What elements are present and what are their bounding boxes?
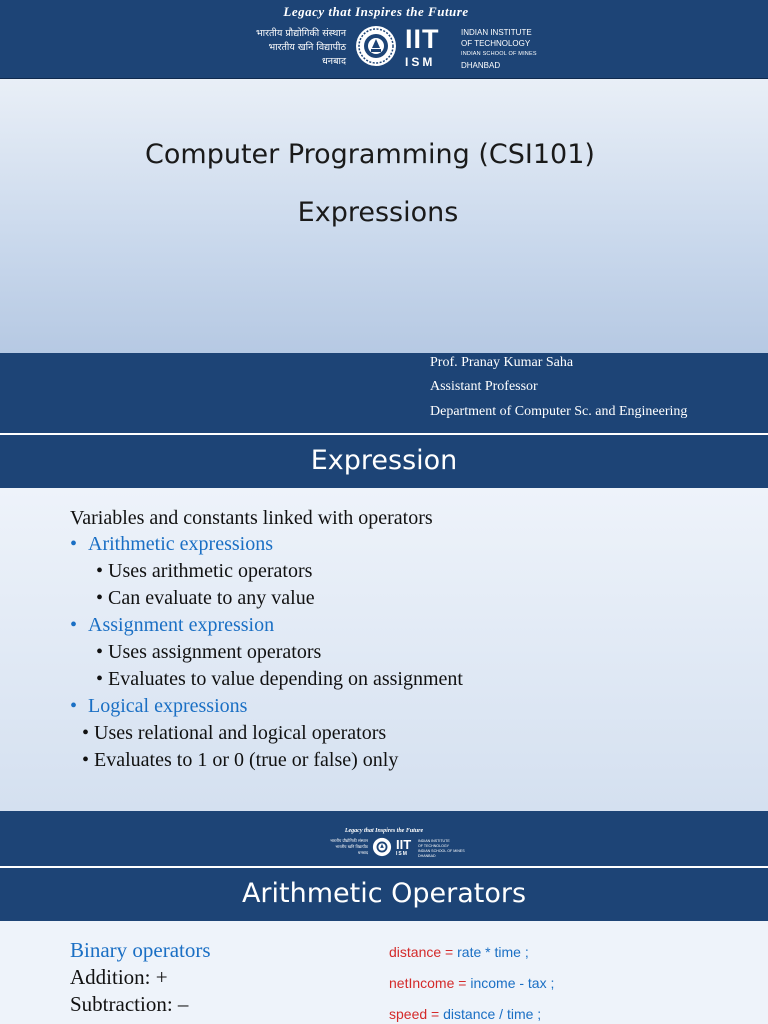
code-variable: distance <box>389 944 442 960</box>
slide-body <box>0 921 768 1024</box>
institute-tagline: Legacy that Inspires the Future <box>283 4 469 19</box>
code-expression: rate * time ; <box>457 944 529 960</box>
ism-logo-text: ISM <box>396 851 408 857</box>
institute-seal-icon <box>372 837 392 857</box>
institute-hindi-name <box>226 27 346 69</box>
sub-bullet-label: Uses assignment operators <box>108 641 322 663</box>
bullet-marker: • <box>70 614 78 636</box>
institute-english-name <box>418 839 465 859</box>
hindi-line: भारतीय खनि विद्यापीठ <box>335 844 368 849</box>
institute-line: INDIAN SCHOOL OF MINES <box>461 51 537 57</box>
sub-bullet-label: Evaluates to 1 or 0 (true or false) only <box>94 749 399 771</box>
author-department: Department of Computer Sc. and Engineering <box>430 404 688 419</box>
slide-body <box>0 488 768 811</box>
institute-seal-icon <box>354 24 398 68</box>
iit-logo-text: IIT <box>405 24 440 54</box>
lead-text: Variables and constants linked with operators <box>70 507 433 529</box>
bullet-assignment <box>70 614 274 637</box>
code-variable: netIncome <box>389 975 455 991</box>
sub-bullet-label: Evaluates to value depending on assignment <box>108 668 463 690</box>
institute-tagline: Legacy that Inspires the Future <box>344 828 424 834</box>
sub-bullet-label: Uses relational and logical operators <box>94 722 387 744</box>
expression-slide <box>0 433 768 811</box>
hindi-line: भारतीय खनि विद्यापीठ <box>268 42 346 53</box>
sub-bullet-marker: • <box>96 641 104 663</box>
sub-bullet <box>96 560 312 583</box>
code-variable: speed <box>389 1006 428 1022</box>
code-expression: income - tax ; <box>470 975 555 991</box>
sub-bullet <box>96 668 463 691</box>
sub-bullet-marker: • <box>96 587 104 609</box>
bullet-arithmetic <box>70 533 273 556</box>
institute-line: OF TECHNOLOGY <box>461 39 531 48</box>
code-example <box>389 944 529 960</box>
bullet-marker: • <box>70 695 78 717</box>
sub-bullet-marker: • <box>96 668 104 690</box>
bullet-logical <box>70 695 247 718</box>
institute-line: INDIAN SCHOOL OF MINES <box>418 849 465 853</box>
code-example <box>389 975 554 991</box>
institute-hindi-name <box>318 838 368 856</box>
title-area <box>0 79 768 353</box>
bullet-label: Arithmetic expressions <box>88 533 273 555</box>
institute-line: DHANBAD <box>418 854 436 858</box>
hindi-line: धनबाद <box>321 56 346 67</box>
sub-bullet <box>96 587 315 610</box>
sub-bullet-label: Uses arithmetic operators <box>108 560 313 582</box>
ism-logo-text: ISM <box>405 55 436 69</box>
hindi-line: भारतीय प्रौद्योगिकी संस्थान <box>255 28 346 39</box>
course-title: Computer Programming (CSI101) <box>145 139 595 170</box>
sub-bullet-label: Can evaluate to any value <box>108 587 315 609</box>
institute-line: OF TECHNOLOGY <box>418 844 450 848</box>
title-slide <box>0 0 768 433</box>
iit-logo-text: IIT <box>396 837 412 852</box>
bullet-marker: • <box>70 533 78 555</box>
code-expression: distance / time ; <box>443 1006 542 1022</box>
slide-title: Expression <box>0 433 768 488</box>
bullet-label: Assignment expression <box>88 614 275 636</box>
code-operator: = <box>431 1006 440 1022</box>
institute-line: INDIAN INSTITUTE <box>418 839 450 843</box>
sub-bullet <box>82 722 386 745</box>
author-band <box>0 353 768 433</box>
sub-bullet-marker: • <box>82 722 90 744</box>
sub-bullet-marker: • <box>82 749 90 771</box>
topic-title: Expressions <box>297 197 459 228</box>
operator-addition: Addition: + <box>70 965 168 989</box>
hindi-line: भारतीय प्रौद्योगिकी संस्थान <box>330 838 368 843</box>
arithmetic-operators-slide <box>0 811 768 1024</box>
sub-bullet <box>96 641 321 664</box>
code-operator: = <box>445 944 454 960</box>
author-title: Assistant Professor <box>430 379 538 394</box>
code-operator: = <box>458 975 467 991</box>
code-example <box>389 1006 541 1022</box>
operator-subtraction: Subtraction: – <box>70 992 189 1016</box>
author-name: Prof. Pranay Kumar Saha <box>430 355 574 370</box>
sub-bullet-marker: • <box>96 560 104 582</box>
sub-bullet <box>82 749 398 772</box>
institute-banner <box>0 0 768 79</box>
institute-line: INDIAN INSTITUTE <box>461 28 532 37</box>
binary-operators-heading: Binary operators <box>70 938 211 962</box>
institute-line: DHANBAD <box>461 61 501 70</box>
institute-english-name <box>461 27 537 71</box>
institute-banner <box>0 811 768 866</box>
bullet-label: Logical expressions <box>88 695 248 717</box>
slide-title: Arithmetic Operators <box>0 866 768 921</box>
hindi-line: धनबाद <box>357 850 368 855</box>
